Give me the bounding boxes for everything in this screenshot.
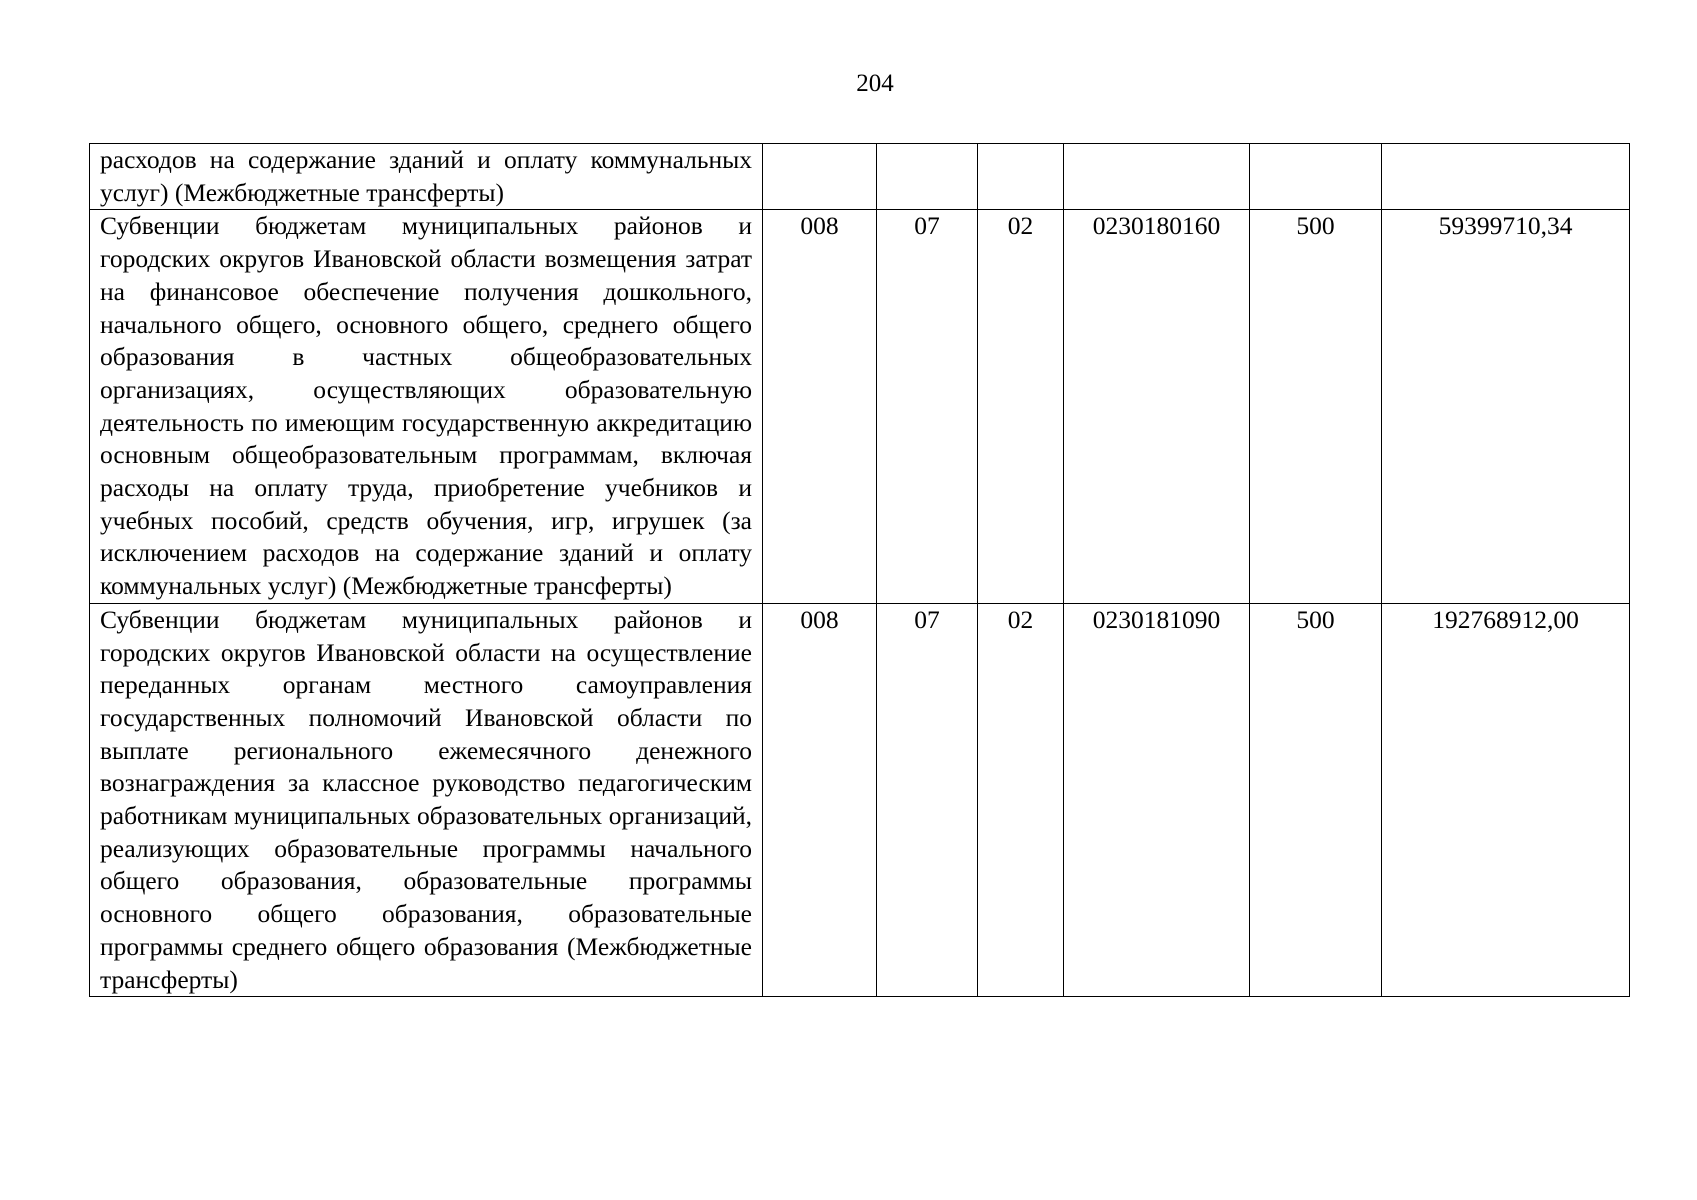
row-amount: 192768912,00 bbox=[1382, 603, 1630, 996]
row-section-code: 07 bbox=[877, 603, 978, 996]
page-number: 204 bbox=[856, 70, 894, 97]
table-row bbox=[90, 210, 1630, 603]
row-ministry-code: 008 bbox=[763, 603, 877, 996]
row-target-article: 0230181090 bbox=[1064, 603, 1250, 996]
row-target-article: 0230180160 bbox=[1064, 210, 1250, 603]
row-amount: 59399710,34 bbox=[1382, 210, 1630, 603]
budget-table bbox=[89, 143, 1630, 997]
table-row bbox=[90, 144, 1630, 210]
row-target-article bbox=[1064, 144, 1250, 210]
row-ministry-code bbox=[763, 144, 877, 210]
row-description: расходов на содержание зданий и оплату коммунальных услуг) (Межбюджетные трансферты) bbox=[90, 144, 763, 210]
row-amount bbox=[1382, 144, 1630, 210]
row-section-code: 07 bbox=[877, 210, 978, 603]
row-expense-type: 500 bbox=[1250, 603, 1382, 996]
row-ministry-code: 008 bbox=[763, 210, 877, 603]
row-description: Субвенции бюджетам муниципальных районов и городских округов Ивановской области на осуществление переданных органам местного самоуправления государственных полномочий Ивановской области по выплате регионального ежемесячного денежного вознаграждения за классное руководство педагогическим работникам муниципальных образовательных организаций, реализующих образовательные программы начального общего образования, образовательные программы основного общего образования, образовательные программы среднего общего образования (Межбюджетные трансферты) bbox=[90, 603, 763, 996]
row-section-code bbox=[877, 144, 978, 210]
row-expense-type bbox=[1250, 144, 1382, 210]
row-expense-type: 500 bbox=[1250, 210, 1382, 603]
row-subsection-code: 02 bbox=[978, 603, 1064, 996]
row-subsection-code bbox=[978, 144, 1064, 210]
row-description: Субвенции бюджетам муниципальных районов и городских округов Ивановской области возмещения затрат на финансовое обеспечение получения дошкольного, начального общего, основного общего, среднего общего образования в частных общеобразовательных организациях, осуществляющих образовательную деятельность по имеющим государственную аккредитацию основным общеобразовательным программам, включая расходы на оплату труда, приобретение учебников и учебных пособий, средств обучения, игр, игрушек (за исключением расходов на содержание зданий и оплату коммунальных услуг) (Межбюджетные трансферты) bbox=[90, 210, 763, 603]
table-row bbox=[90, 603, 1630, 996]
row-subsection-code: 02 bbox=[978, 210, 1064, 603]
